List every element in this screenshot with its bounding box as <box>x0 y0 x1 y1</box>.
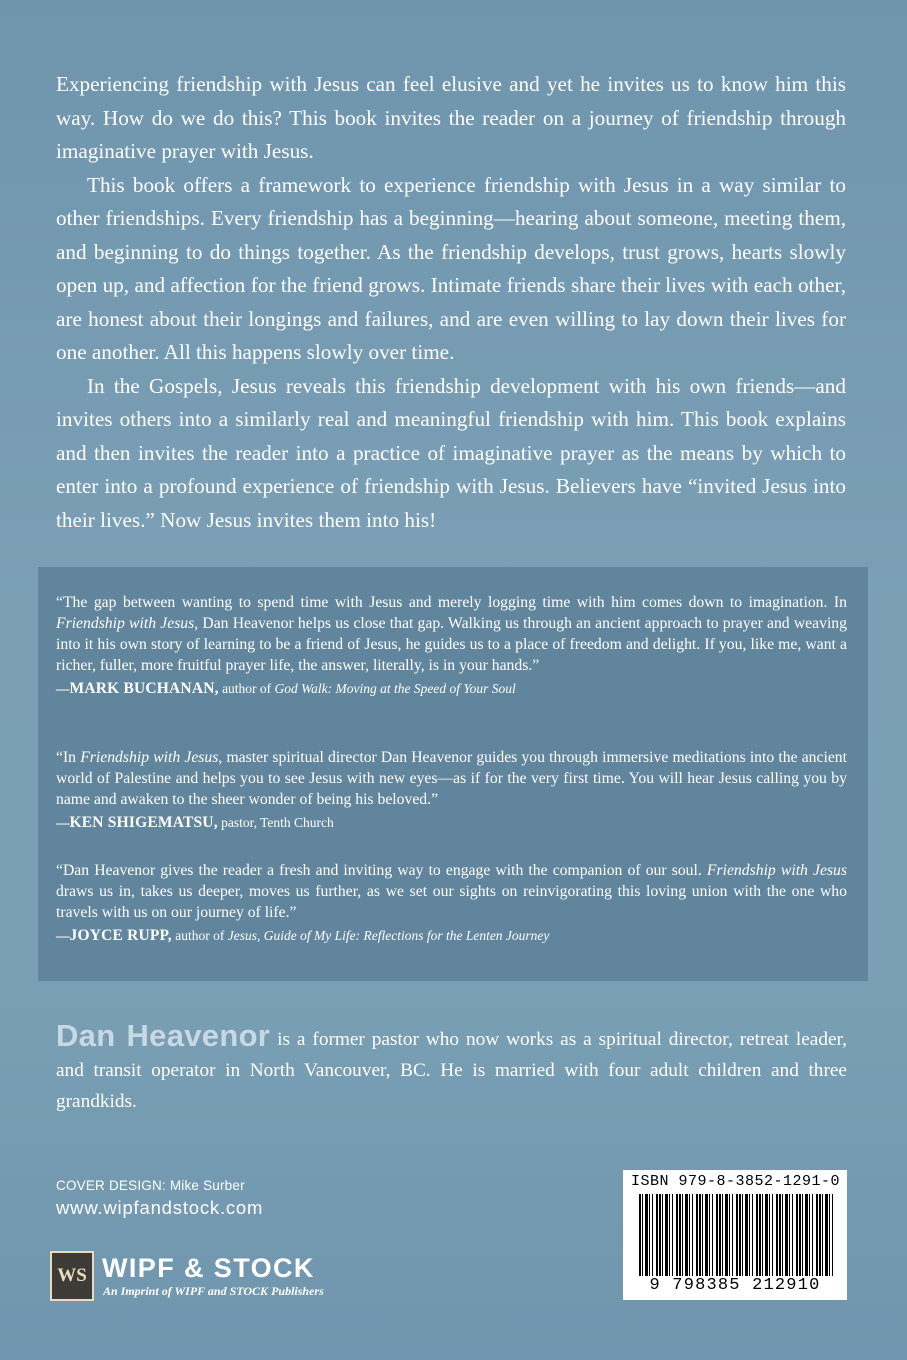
barcode-digits-row <box>623 1276 847 1295</box>
quote-book-title: Friendship with Jesus <box>56 615 195 632</box>
author-name: Dan Heavenor <box>56 1018 271 1053</box>
endorser-role: pastor, Tenth Church <box>217 815 334 830</box>
quote-text: “Dan Heavenor gives the reader a fresh and inviting way to engage with the companion of our soul. <box>56 862 707 879</box>
publisher-logo-icon <box>50 1251 94 1301</box>
quote-book-title: Friendship with Jesus <box>706 862 847 879</box>
publisher-name: WIPF & STOCK <box>102 1253 315 1283</box>
cover-design-credit: COVER DESIGN: Mike Surber <box>56 1178 245 1193</box>
description-paragraph-1: Experiencing friendship with Jesus can feel elusive and yet he invites us to know him this way. How do we do this? This book invites the reader on a journey of friendship through imaginative prayer with Jesus. <box>56 72 846 163</box>
endorser-name: KEN SHIGEMATSU, <box>69 814 218 831</box>
barcode-bars-icon <box>639 1194 835 1282</box>
author-bio <box>56 1020 847 1117</box>
quote-text: , master spiritual director Dan Heavenor guides you through immersive meditations into the ancient world of Palestine and helps you to see Jesus with new eyes—as if for the very first time. You will hear Jesus calling you by name and awaken to the sheer wonder of being his beloved.” <box>56 749 847 808</box>
endorsement-3 <box>56 860 847 946</box>
endorsement-1 <box>56 592 847 699</box>
endorsement-attribution <box>56 812 847 833</box>
endorser-role: author of <box>218 681 275 696</box>
endorsement-quote <box>56 860 847 923</box>
publisher-logo-letters: WS <box>57 1265 87 1286</box>
endorser-name: MARK BUCHANAN, <box>69 680 219 697</box>
endorser-work: Jesus, Guide of My Life: Reflections for the Lenten Journey <box>227 928 550 943</box>
endorsement-2 <box>56 747 847 833</box>
quote-text: , Dan Heavenor helps us close that gap. Walking us through an ancient approach to prayer and weaving into it his own story of learning to be a friend of Jesus, he guides us to a place of freedom and delight. If you, like me, want a richer, fuller, more fruitful prayer life, the answer, literally, is in your hands.” <box>56 615 847 674</box>
isbn-label: ISBN 979-8-3852-1291-0 <box>631 1173 841 1190</box>
quote-book-title: Friendship with Jesus <box>80 749 219 766</box>
endorsement-attribution <box>56 925 847 946</box>
endorsement-quote <box>56 747 847 810</box>
publisher-website: www.wipfandstock.com <box>56 1197 264 1218</box>
endorsement-attribution <box>56 678 847 699</box>
publisher-block <box>50 1251 370 1311</box>
publisher-imprint: An Imprint of WIPF and STOCK Publishers <box>103 1284 324 1298</box>
endorser-name: JOYCE RUPP, <box>69 927 172 944</box>
description-paragraph-3: In the Gospels, Jesus reveals this friendship development with his own friends—and invites others into a similarly real and meaningful friendship with him. This book explains and then invites the reader into a practice of imaginative prayer as the means by which to enter into a profound experience of friendship with Jesus. Believers have “invited Jesus into their lives.” Now Jesus invites them into his! <box>56 373 846 532</box>
quote-text: “The gap between wanting to spend time with Jesus and merely logging time with him comes down to imagination. In <box>56 594 847 611</box>
endorsement-quote <box>56 592 847 676</box>
endorser-work: God Walk: Moving at the Speed of Your Soul <box>274 681 516 696</box>
description-paragraph-2: This book offers a framework to experience friendship with Jesus in a way similar to other friendships. Every friendship has a beginning—hearing about someone, meeting them, and beginning to do things together. As the friendship develops, trust grows, hearts slowly open up, and affection for the friend grows. Intimate friends share their lives with each other, are honest about their longings and failures, and are even willing to lay down their lives for one another. All this happens slowly over time. <box>56 172 846 364</box>
endorser-role: author of <box>171 928 228 943</box>
book-description <box>56 68 846 537</box>
author-bio-text: is a former pastor who now works as a spiritual director, retreat leader, and transit operator in North Vancouver, BC. He is married with four adult children and three grandkids. <box>56 1029 847 1112</box>
attribution-dash: — <box>56 681 70 696</box>
quote-text: draws us in, takes us deeper, moves us further, as we set our sights on reinvigorating this loving union with the one who travels with us on our journey of life.” <box>56 883 847 921</box>
quote-text: “In <box>56 749 81 766</box>
credits <box>56 1178 263 1219</box>
attribution-dash: — <box>56 815 70 830</box>
isbn-barcode <box>623 1170 847 1300</box>
attribution-dash: — <box>56 928 70 943</box>
barcode-digits: 9 798385 212910 <box>649 1276 821 1295</box>
